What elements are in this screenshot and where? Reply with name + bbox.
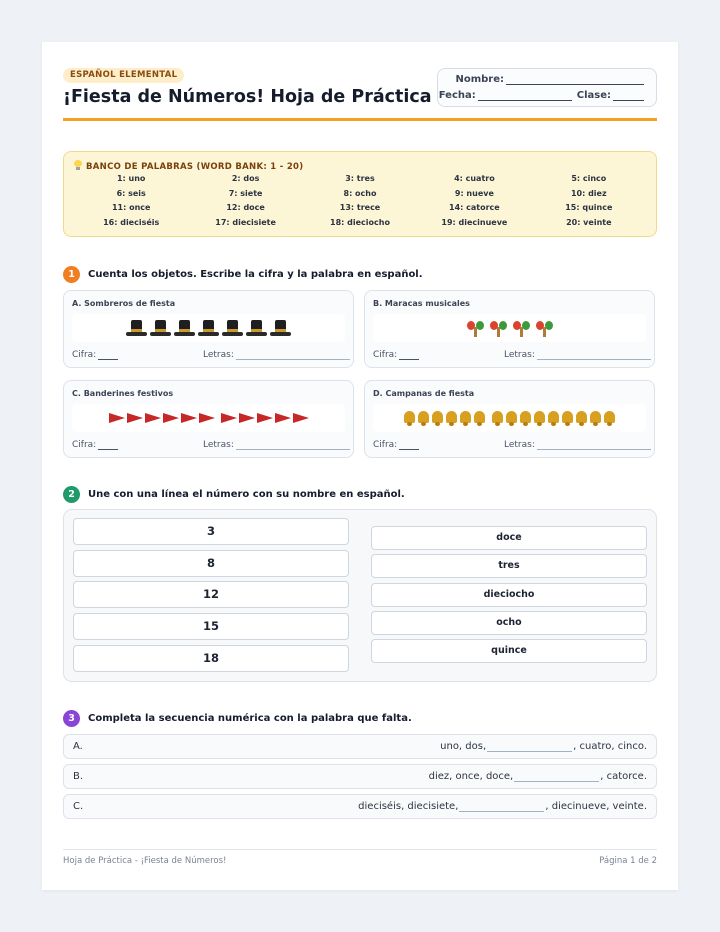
section-1-heading [63, 266, 423, 283]
cifra-field[interactable]: Cifra: [373, 440, 419, 450]
letras-field[interactable]: Letras: [203, 440, 350, 450]
word-column [371, 526, 647, 667]
lightbulb-icon [74, 160, 82, 170]
top-hat-icon [246, 320, 267, 337]
top-hat-icon [150, 320, 171, 337]
bell-icon [603, 410, 616, 426]
bell-icon [561, 410, 574, 426]
sequence-before: diez, once, doce, [428, 771, 514, 782]
sequence-label: C. [73, 801, 84, 812]
word-bank-item: 18: dieciocho [330, 217, 390, 227]
flag-icon [145, 413, 161, 423]
course-tag: ESPAÑOL ELEMENTAL [63, 68, 184, 83]
flag-icon [239, 413, 255, 423]
page-number: Página 1 de 2 [599, 856, 657, 866]
section-instruction: Cuenta los objetos. Escribe la cifra y la palabra en español. [88, 269, 423, 280]
sequence-row-a [63, 734, 657, 759]
cifra-field[interactable]: Cifra: [72, 440, 118, 450]
word-bank-grid [74, 174, 646, 228]
bell-icon [533, 410, 546, 426]
word-box[interactable]: tres [371, 554, 647, 578]
card-title: C. Banderines festivos [72, 389, 174, 398]
student-info-box [437, 68, 657, 107]
word-bank-item: 11: once [111, 203, 151, 212]
word-bank-item: 15: quince [565, 203, 613, 212]
count-card-d [364, 380, 655, 458]
section-2-heading [63, 486, 405, 503]
bell-icon [473, 410, 486, 426]
top-hat-icon [126, 320, 147, 337]
bell-icon [403, 410, 416, 426]
sequence-after: , diecinueve, veinte. [545, 801, 647, 812]
letras-field[interactable]: Letras: [203, 350, 350, 360]
letras-field[interactable]: Letras: [504, 350, 651, 360]
maracas-icon [512, 320, 531, 337]
number-box[interactable]: 15 [73, 613, 349, 640]
sequence-blank[interactable] [487, 742, 572, 752]
section-number: 3 [63, 710, 80, 727]
word-bank-item: 6: seis [116, 188, 146, 198]
word-bank-item: 12: doce [226, 203, 265, 212]
top-hat-icon [174, 320, 195, 337]
word-bank-item: 10: diez [570, 188, 607, 198]
number-box[interactable]: 8 [73, 550, 349, 577]
sequence-after: , cuatro, cinco. [573, 741, 647, 752]
object-strip [373, 314, 646, 342]
sequence-before: dieciséis, diecisiete, [358, 801, 459, 812]
sequence-after: , catorce. [600, 771, 647, 782]
bell-icon [519, 410, 532, 426]
bell-icon [459, 410, 472, 426]
sequence-label: A. [73, 741, 83, 752]
worksheet-page [42, 42, 678, 890]
card-title: B. Maracas musicales [373, 299, 470, 308]
word-bank-item: 1: uno [116, 174, 146, 183]
number-column [73, 518, 349, 676]
word-bank-item: 3: tres [345, 174, 375, 183]
number-box[interactable]: 18 [73, 645, 349, 672]
bell-icon [505, 410, 518, 426]
flag-icon [257, 413, 273, 423]
matching-exercise [63, 509, 657, 682]
date-class-field[interactable] [439, 90, 644, 101]
top-hat-icon [270, 320, 291, 337]
class-blank[interactable] [613, 92, 644, 101]
sequence-label: B. [73, 771, 84, 782]
flag-icon [163, 413, 179, 423]
bell-icon [575, 410, 588, 426]
bell-icon [491, 410, 504, 426]
number-box[interactable]: 12 [73, 581, 349, 608]
footer-divider [63, 849, 657, 850]
word-bank-item: 19: diecinueve [441, 217, 508, 227]
object-strip [373, 404, 646, 432]
word-bank-item: 13: trece [339, 203, 381, 212]
word-bank-item: 2: dos [231, 174, 260, 183]
word-box[interactable]: doce [371, 526, 647, 550]
footer-left: Hoja de Práctica - ¡Fiesta de Números! [63, 856, 227, 866]
section-3-heading [63, 710, 412, 727]
date-blank[interactable] [478, 92, 572, 101]
letras-field[interactable]: Letras: [504, 440, 651, 450]
count-card-c [63, 380, 354, 458]
word-bank-item: 16: dieciséis [103, 217, 160, 227]
flag-icon [127, 413, 143, 423]
bell-icon [431, 410, 444, 426]
word-bank [63, 151, 657, 237]
bell-icon [445, 410, 458, 426]
word-box[interactable]: ocho [371, 611, 647, 635]
word-bank-item: 20: veinte [566, 217, 612, 227]
page-title: ¡Fiesta de Números! Hoja de Práctica [63, 87, 432, 107]
sequence-before: uno, dos, [440, 741, 487, 752]
number-box[interactable]: 3 [73, 518, 349, 545]
word-bank-title: BANCO DE PALABRAS (WORD BANK: 1 - 20) [74, 159, 303, 172]
name-label: Nombre: [455, 74, 504, 85]
word-box[interactable]: quince [371, 639, 647, 663]
name-blank[interactable] [506, 76, 644, 85]
sequence-row-b [63, 764, 657, 789]
bell-icon [589, 410, 602, 426]
word-bank-item: 14: catorce [449, 203, 500, 212]
maracas-icon [489, 320, 508, 337]
flag-icon [221, 413, 237, 423]
sequence-blank[interactable] [514, 772, 599, 782]
word-bank-item: 7: siete [228, 188, 263, 198]
word-bank-item: 9: nueve [454, 188, 494, 198]
bell-icon [417, 410, 430, 426]
maracas-icon [535, 320, 554, 337]
section-instruction: Completa la secuencia numérica con la palabra que falta. [88, 713, 412, 724]
top-hat-icon [198, 320, 219, 337]
sequence-row-c [63, 794, 657, 819]
header-divider [63, 118, 657, 121]
cifra-field[interactable]: Cifra: [373, 350, 419, 360]
card-title: A. Sombreros de fiesta [72, 299, 176, 308]
flag-icon [181, 413, 197, 423]
section-number: 1 [63, 266, 80, 283]
section-instruction: Une con una línea el número con su nombre en español. [88, 489, 405, 500]
flag-icon [293, 413, 309, 423]
class-label: Clase: [576, 90, 611, 101]
flag-icon [275, 413, 291, 423]
flag-icon [109, 413, 125, 423]
count-card-a [63, 290, 354, 368]
section-number: 2 [63, 486, 80, 503]
object-strip [72, 404, 345, 432]
date-label: Fecha: [438, 90, 476, 101]
maracas-icon [466, 320, 485, 337]
word-bank-item: 17: diecisiete [215, 217, 276, 227]
word-box[interactable]: dieciocho [371, 583, 647, 607]
word-bank-item: 4: cuatro [454, 174, 495, 183]
object-strip [72, 314, 345, 342]
word-bank-item: 8: ocho [343, 188, 377, 198]
count-card-b [364, 290, 655, 368]
cifra-field[interactable]: Cifra: [72, 350, 118, 360]
sequence-blank[interactable] [459, 802, 544, 812]
word-bank-item: 5: cinco [571, 174, 607, 183]
flag-icon [199, 413, 215, 423]
card-title: D. Campanas de fiesta [373, 389, 475, 398]
top-hat-icon [222, 320, 243, 337]
name-field[interactable] [455, 74, 644, 85]
bell-icon [547, 410, 560, 426]
